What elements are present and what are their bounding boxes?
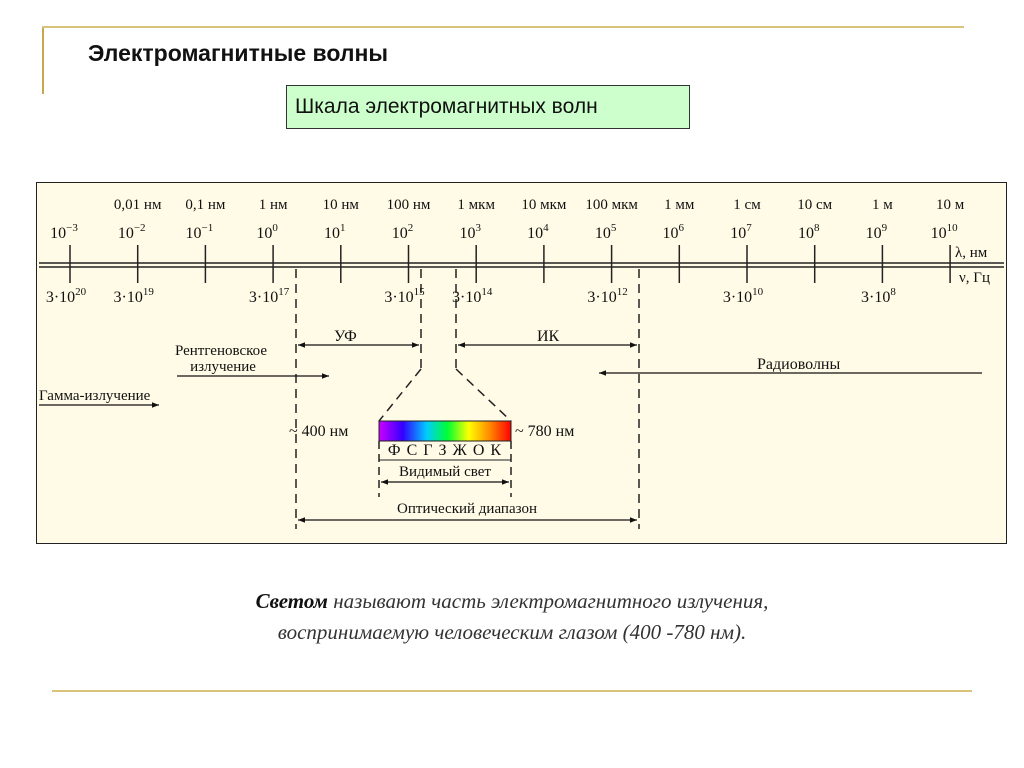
wavelength-unit-label: 100 нм xyxy=(386,197,431,213)
frequency-label: $3\cdot 10^{14}$ xyxy=(452,286,493,306)
frequency-label: $3\cdot 10^{19}$ xyxy=(113,286,154,306)
caption-line1 xyxy=(100,586,924,617)
axis-ticks xyxy=(70,245,950,283)
wavelength-power-label: $10^5$ xyxy=(594,222,617,242)
wavelength-power-label: $10^0$ xyxy=(256,222,278,242)
wavelength-power-label: $10^{10}$ xyxy=(930,222,958,242)
em-scale-diagram xyxy=(36,182,1007,544)
frequency-label: $3\cdot 10^{20}$ xyxy=(45,286,87,306)
frequency-label: $3\cdot 10^{17}$ xyxy=(248,286,290,306)
color-letters: Ф С Г З Ж О К xyxy=(387,442,503,459)
wavelength-power-label: $10^8$ xyxy=(797,222,820,242)
caption xyxy=(100,586,924,648)
wavelength-power-label: $10^3$ xyxy=(459,222,481,242)
caption-bold-term: Светом xyxy=(255,589,328,613)
wavelength-unit-label: 10 мкм xyxy=(521,197,567,213)
xray-label-line1: Рентгеновское xyxy=(174,343,268,359)
wavelength-unit-label: 0,01 нм xyxy=(113,197,162,213)
wavelength-power-label: $10^4$ xyxy=(527,222,549,242)
wavelength-power-label: $10^{-2}$ xyxy=(117,222,146,242)
frequency-label: $3\cdot 10^8$ xyxy=(860,286,896,306)
wavelength-power-label: $10^{-3}$ xyxy=(50,222,78,242)
lambda-axis-label: λ, нм xyxy=(955,245,988,261)
caption-line1-text: называют часть электромагнитного излучения, xyxy=(327,589,769,613)
nu-axis-label: ν, Гц xyxy=(959,270,990,286)
visible-spectrum-bar xyxy=(379,421,511,441)
frequency-label: $3\cdot 10^{10}$ xyxy=(722,286,764,306)
wavelength-unit-label: 1 мм xyxy=(664,197,695,213)
em-scale-svg xyxy=(37,183,1006,543)
wavelength-power-label: $10^1$ xyxy=(324,222,346,242)
xray-label-line2: излучение xyxy=(190,359,256,375)
visible-max-label: ~ 780 нм xyxy=(515,423,575,440)
wavelength-unit-label: 1 нм xyxy=(258,197,288,213)
decorative-top-line xyxy=(42,26,964,28)
wavelength-power-label: $10^9$ xyxy=(865,222,888,242)
wavelength-power-label: $10^7$ xyxy=(730,222,752,242)
decorative-bottom-line xyxy=(52,690,972,692)
wavelength-unit-label: 10 м xyxy=(935,197,965,213)
funnel-right-dashed xyxy=(456,369,511,421)
subtitle-box: Шкала электромагнитных волн xyxy=(286,85,690,129)
frequency-labels xyxy=(46,286,896,306)
wavelength-unit-label: 0,1 нм xyxy=(185,197,226,213)
gamma-label: Гамма-излучение xyxy=(39,388,151,404)
wavelength-labels xyxy=(114,197,965,213)
wavelength-unit-label: 10 нм xyxy=(322,197,359,213)
wavelength-unit-label: 10 см xyxy=(797,197,833,213)
wavelength-power-label: $10^2$ xyxy=(391,222,414,242)
uv-label: УФ xyxy=(334,328,357,345)
wavelength-unit-label: 1 мкм xyxy=(457,197,495,213)
caption-line2: воспринимаемую человеческим глазом (400 -780 нм). xyxy=(277,620,747,644)
wavelength-power-labels xyxy=(50,222,958,242)
ir-label: ИК xyxy=(537,328,560,345)
visible-light-label: Видимый свет xyxy=(399,464,491,480)
wavelength-unit-label: 100 мкм xyxy=(585,197,638,213)
wavelength-unit-label: 1 см xyxy=(733,197,761,213)
decorative-vertical-line xyxy=(42,26,44,94)
wavelength-power-label: $10^{-1}$ xyxy=(185,222,214,242)
frequency-label: $3\cdot 10^{12}$ xyxy=(587,286,628,306)
radio-label: Радиоволны xyxy=(757,356,841,373)
page-title: Электромагнитные волны xyxy=(88,40,389,66)
wavelength-unit-label: 1 м xyxy=(872,197,893,213)
funnel-left-dashed xyxy=(379,369,421,421)
wavelength-power-label: $10^6$ xyxy=(662,222,685,242)
optical-range-label: Оптический диапазон xyxy=(397,501,537,517)
frequency-label: $3\cdot 10^{15}$ xyxy=(384,286,425,306)
visible-min-label: ~ 400 нм xyxy=(289,423,349,440)
